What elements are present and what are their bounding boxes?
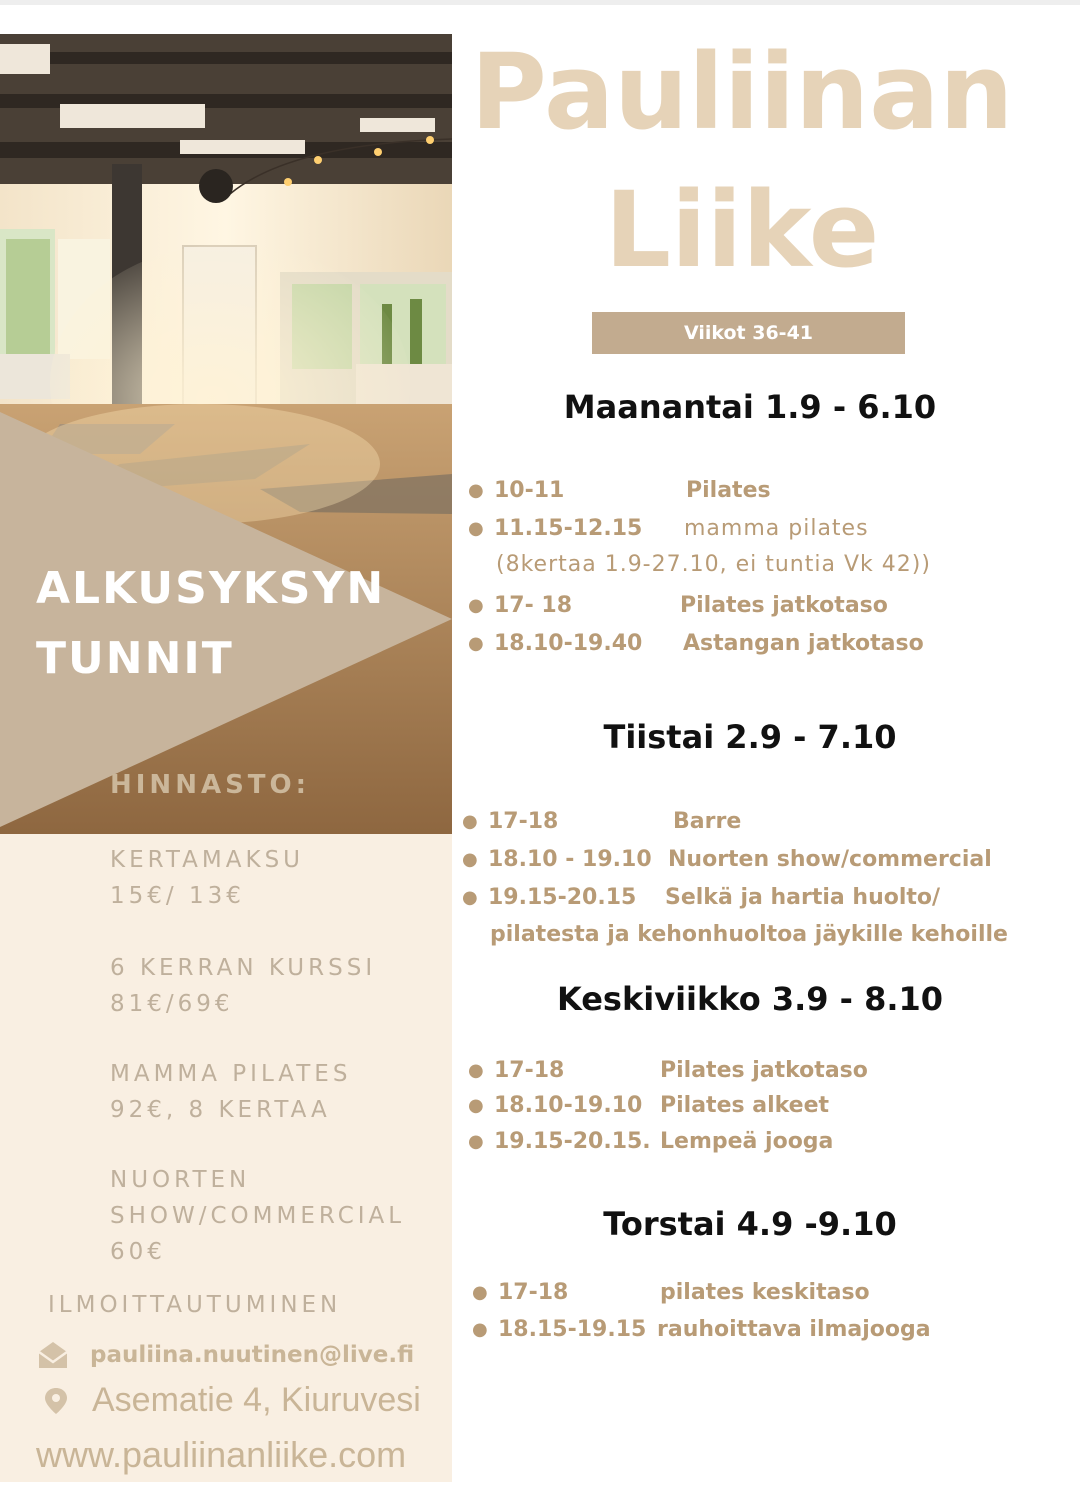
class-time: 19.15-20.15. [494,1129,651,1154]
price-label: 6 KERRAN KURSSI [110,955,377,981]
class-name: Barre [673,809,742,834]
price-value: 92€, 8 KERTAA [110,1097,331,1123]
class-item [472,1278,1032,1308]
class-item [462,883,1072,913]
day-heading-monday: Maanantai 1.9 - 6.10 [563,388,937,426]
price-label: SHOW/COMMERCIAL [110,1203,406,1229]
pricing-title: HINNASTO: [110,770,311,800]
bullet-icon: ● [468,595,484,616]
class-name: pilates keskitaso [660,1280,870,1305]
weeks-badge: Viikot 36-41 [592,312,905,354]
bullet-icon: ● [462,811,478,832]
class-item [462,845,1072,875]
address-text: Asematie 4, Kiuruvesi [92,1380,421,1419]
address-row [36,1380,421,1420]
bullet-icon: ● [468,518,484,539]
class-item [468,514,1028,544]
bullet-icon: ● [468,1060,484,1081]
location-pin-icon [36,1380,70,1420]
price-item [110,1056,351,1128]
top-band [0,0,1080,5]
class-time: 19.15-20.15 [488,885,637,910]
bullet-icon: ● [468,480,484,501]
bullet-icon: ● [462,887,478,908]
decorative-triangle [0,34,452,834]
mail-icon [36,1340,70,1370]
class-item [468,591,1028,621]
class-time: 18.10 - 19.10 [488,847,652,872]
email-row[interactable] [36,1340,414,1370]
class-name: Pilates [686,478,771,503]
section-headline [36,554,385,694]
email-link[interactable]: pauliina.nuutinen@live.fi [90,1342,415,1368]
class-name: Pilates jatkotaso [660,1058,868,1083]
price-item [110,842,304,914]
bullet-icon: ● [468,1095,484,1116]
class-note: (8kertaa 1.9-27.10, ei tuntia Vk 42)) [496,552,931,577]
class-name-continuation: pilatesta ja kehonhuoltoa jäykille kehoille [490,922,1008,947]
price-label: MAMMA PILATES [110,1061,352,1087]
class-item [468,1127,1028,1157]
class-name: Pilates alkeet [660,1093,830,1118]
price-value: 15€/ 13€ [110,883,245,909]
bullet-icon: ● [468,633,484,654]
price-item [110,950,376,1022]
class-name: rauhoittava ilmajooga [657,1317,931,1342]
price-value: 81€/69€ [110,991,234,1017]
class-name: Selkä ja hartia huolto/ [665,885,941,910]
class-item [472,1315,1032,1345]
class-time: 10-11 [494,478,565,503]
bullet-icon: ● [472,1282,488,1303]
day-heading-wednesday: Keskiviikko 3.9 - 8.10 [556,980,944,1018]
class-item [468,1056,1028,1086]
left-panel [0,34,452,1482]
day-heading-tuesday: Tiistai 2.9 - 7.10 [603,718,897,756]
class-name: Pilates jatkotaso [680,593,888,618]
headline-line-2: TUNNIT [36,633,234,684]
class-item [468,476,1028,506]
class-time: 17- 18 [494,593,573,618]
class-item [468,1091,1028,1121]
class-time: 18.10-19.10 [494,1093,643,1118]
price-label: NUORTEN [110,1167,251,1193]
headline-line-1: ALKUSYKSYN [36,563,386,614]
signup-label: ILMOITTAUTUMINEN [48,1292,342,1318]
bullet-icon: ● [468,1131,484,1152]
brand-title-line-2: Liike [604,169,880,291]
website-link[interactable]: www.pauliinanliike.com [36,1434,407,1475]
class-time: 11.15-12.15 [494,516,643,541]
class-time: 17-18 [498,1280,569,1305]
class-name: mamma pilates [684,516,869,541]
class-time: 17-18 [488,809,559,834]
price-value: 60€ [110,1239,166,1265]
bullet-icon: ● [462,849,478,870]
bullet-icon: ● [472,1319,488,1340]
price-label: KERTAMAKSU [110,847,305,873]
price-item [110,1162,405,1270]
class-item [462,807,1072,837]
brand-title-line-1: Pauliinan [470,31,1014,153]
class-time: 18.15-19.15 [498,1317,647,1342]
class-name: Lempeä jooga [660,1129,834,1154]
class-name: Nuorten show/commercial [668,847,992,872]
day-heading-thursday: Torstai 4.9 -9.10 [603,1205,897,1243]
class-item [468,629,1028,659]
class-name: Astangan jatkotaso [683,631,924,656]
class-time: 17-18 [494,1058,565,1083]
class-time: 18.10-19.40 [494,631,643,656]
